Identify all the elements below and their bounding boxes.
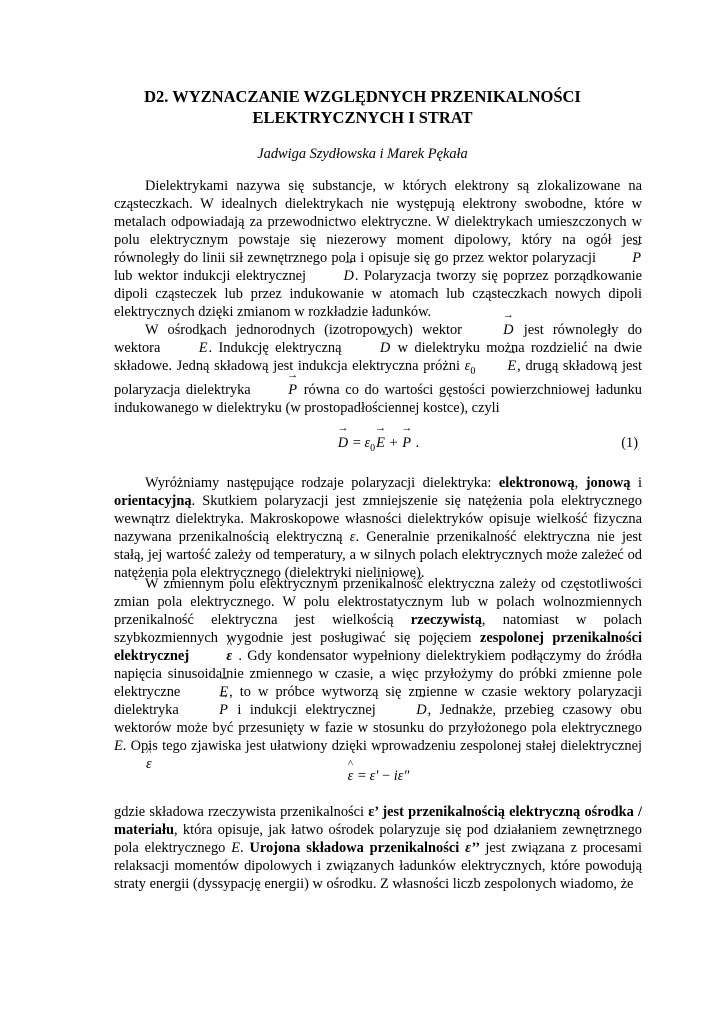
vector-e-symbol: → E	[167, 339, 209, 357]
paragraph-real-imaginary-parts: gdzie składowa rzeczywista przenikalności ε’ jest przenikalnością elektryczną ośrodka / materiału, która opisuje, jak łatwo ośrodek polaryzuje się pod działaniem zewnętrznego pola elektrycznego E. Urojona składowa przenikalności ε’’ jest związana z procesami relaksacji momentów dipolowych i związanych ładunków elektrycznych, które powodują straty energii (dyssypację energii) w ośrodku. Z własności liczb zespolonych wiadomo, że	[114, 804, 643, 892]
vector-p-symbol: → P	[256, 381, 298, 399]
authors-line: Jadwiga Szydłowska i Marek Pękała	[257, 146, 468, 162]
document-page: D2. WYZNACZANIE WZGLĘDNYCH PRZENIKALNOŚCI ELEKTRYCZNYCH I STRAT Jadwiga Szydłowska i Marek Pękała Dielektrykami nazywa się substancje, w których elektrony są zlokalizowane na cząsteczkach. W idealnych dielektrykach nie występują elektrony swobodne, które w metalach odpowiadają za przewodnictwo elektryczne. W dielektrykach umieszczonych w polu elektrycznym powstaje się niezerowy moment dipolowy, który na ogół jest równoległy do linii sił zewnętrznego pola i opisuje się go przez wektor polaryzacji → P lub wektor indukcji elektrycznej → D. Polaryzacja tworzy się poprzez porządkowanie dipoli cząsteczek lub przez indukowanie w atomach lub cząsteczkach nowych dipoli elektrycznych dzięki zmianom w rozkładzie ładunków. W ośrodkach jednorodnych (izotropowych) wektor → D jest równoległy do wektora → E. Indukcję elektryczną → D w dielektryku można rozdzielić na dwie składowe. Jedną składową jest indukcja elektryczna próżni $\varepsilon_0\to E$, drugą składową jest polaryzacja dielektryka → P równa co do wartości gęstości powierzchniowej ładunku indukowanego w dielektryku (w prostopadłościennej kostce), czyli → $D = \varepsilon_0\to E$ + → P . (1) Wyróżniamy następujące rodzaje polaryzacji dielektryka: elektronową, jonową i orientacyjną. Skutkiem polaryzacji jest zmniejszenie się natężenia pola elektrycznego wewnątrz dielektryka. Makroskopowe własności dielektryków opisuje wielkość fizyczna nazywana przenikalnością elektryczną ε. Generalnie przenikalność elektryczna nie jest stałą, jej wartość zależy od temperatury, a w silnych polach elektrycznych może zależeć od natężenia pola elektrycznego (dielektryki nieliniowe). W zmiennym polu elektrycznym przenikalność elektryczna zależy od częstotliwości zmian pola elektrycznego. W polu elektrostatycznym lub w polach wolnozmiennych przenikalność elektryczna jest wielkością rzeczywistą, natomiast w polach szybkozmiennych wygodnie jest posługiwać się pojęciem zespolonej przenikalności elektrycznej ^ ε . Gdy kondensator wypełniony dielektrykiem podłączymy do źródła napięcia sinusoidalnie zmiennego w czasie, a więc przyłożymy do próbki zmienne pole elektryczne → E, to w próbce wytworzą się zmienne w czasie wektory polaryzacji dielektryka → P i indukcji elektrycznej → D, Jednakże, przebieg czasowy obu wektorów może być przesunięty w fazie w stosunku do przyłożonego pola elektrycznego E. Opis tego zjawiska jest ułatwiony dzięki wprowadzeniu zespolonej stałej dielektrycznej ^ ε ^ ε = ε′ − iε″ gdzie składowa rzeczywista przenikalności ε’ jest przenikalnością elektryczną ośrodka / materiału, która opisuje, jak łatwo ośrodek polaryzuje się pod działaniem zewnętrznego pola elektrycznego E. Urojona składowa przenikalności ε’’ jest związana z procesami relaksacji momentów dipolowych i związanych ładunków elektrycznych, które powodują straty energii (dyssypację energii) w ośrodku. Z własności liczb zespolonych wiadomo, że	[0, 0, 725, 1024]
document-title	[60, 86, 665, 128]
vector-d-symbol: → D	[471, 321, 514, 339]
vector-e-symbol: → E	[187, 683, 229, 701]
vector-p-symbol: → P	[187, 701, 229, 719]
vector-d-symbol: → D	[348, 339, 391, 357]
title-line-1: D2. WYZNACZANIE WZGLĘDNYCH PRZENIKALNOŚCI	[144, 87, 581, 106]
epsilon-symbol: ε	[349, 529, 356, 545]
complex-epsilon-symbol: ^ ε	[194, 647, 233, 665]
paragraph-polarization-types: Wyróżniamy następujące rodzaje polaryzacji dielektryka: elektronową, jonową i orientacyjną. Skutkiem polaryzacji jest zmniejszenie się natężenia pola elektrycznego wewnątrz dielektryka. Makroskopowe własności dielektryków opisuje wielkość fizyczna nazywana przenikalnością elektryczną ε. Generalnie przenikalność elektryczna nie jest stałą, jej wartość zależy od temperatury, a w silnych polach elektrycznych może zależeć od natężenia pola elektrycznego (dielektryki nieliniowe).	[114, 475, 642, 581]
vector-d-symbol: → D	[384, 701, 427, 719]
vector-d-symbol: → D	[311, 267, 354, 285]
vector-e-symbol: → E	[475, 357, 517, 375]
equation-number: (1)	[621, 435, 638, 451]
complex-epsilon-symbol: ^ ε	[114, 755, 153, 773]
paragraph-isotropic-media: W ośrodkach jednorodnych (izotropowych) wektor → D jest równoległy do wektora → E. Indukcję elektryczną → D w dielektryku można rozdzielić na dwie składowe. Jedną składową jest indukcja elektryczna próżni $\varepsilon_0\to E$, drugą składową jest polaryzacja dielektryka → P równa co do wartości gęstości powierzchniowej ładunku indukowanego w dielektryku (w prostopadłościennej kostce), czyli	[114, 321, 642, 417]
vector-p-symbol: → P	[600, 249, 642, 267]
paragraph-dielectrics-intro: Dielektrykami nazywa się substancje, w których elektrony są zlokalizowane na cząsteczkach. W idealnych dielektrykach nie występują elektrony swobodne, które w metalach odpowiadają za przewodnictwo elektryczne. W dielektrykach umieszczonych w polu elektrycznym powstaje się niezerowy moment dipolowy, który na ogół jest równoległy do linii sił zewnętrznego pola i opisuje się go przez wektor polaryzacji → P lub wektor indukcji elektrycznej → D. Polaryzacja tworzy się poprzez porządkowanie dipoli cząsteczek lub przez indukowanie w atomach lub cząsteczkach nowych dipoli elektrycznych dzięki zmianom w rozkładzie ładunków.	[114, 177, 642, 321]
epsilon-symbol: ε	[464, 358, 471, 374]
paragraph-alternating-field: W zmiennym polu elektrycznym przenikalność elektryczna zależy od częstotliwości zmian pola elektrycznego. W polu elektrostatycznym lub w polach wolnozmiennych przenikalność elektryczna jest wielkością rzeczywistą, natomiast w polach szybkozmiennych wygodnie jest posługiwać się pojęciem zespolonej przenikalności elektrycznej ^ ε . Gdy kondensator wypełniony dielektrykiem podłączymy do źródła napięcia sinusoidalnie zmiennego w czasie, a więc przyłożymy do próbki zmienne pole elektryczne → E, to w próbce wytworzą się zmienne w czasie wektory polaryzacji dielektryka → P i indukcji elektrycznej → D, Jednakże, przebieg czasowy obu wektorów może być przesunięty w fazie w stosunku do przyłożonego pola elektrycznego E. Opis tego zjawiska jest ułatwiony dzięki wprowadzeniu zespolonej stałej dielektrycznej ^ ε	[114, 575, 642, 773]
title-line-2: ELEKTRYCZNYCH I STRAT	[252, 108, 473, 127]
